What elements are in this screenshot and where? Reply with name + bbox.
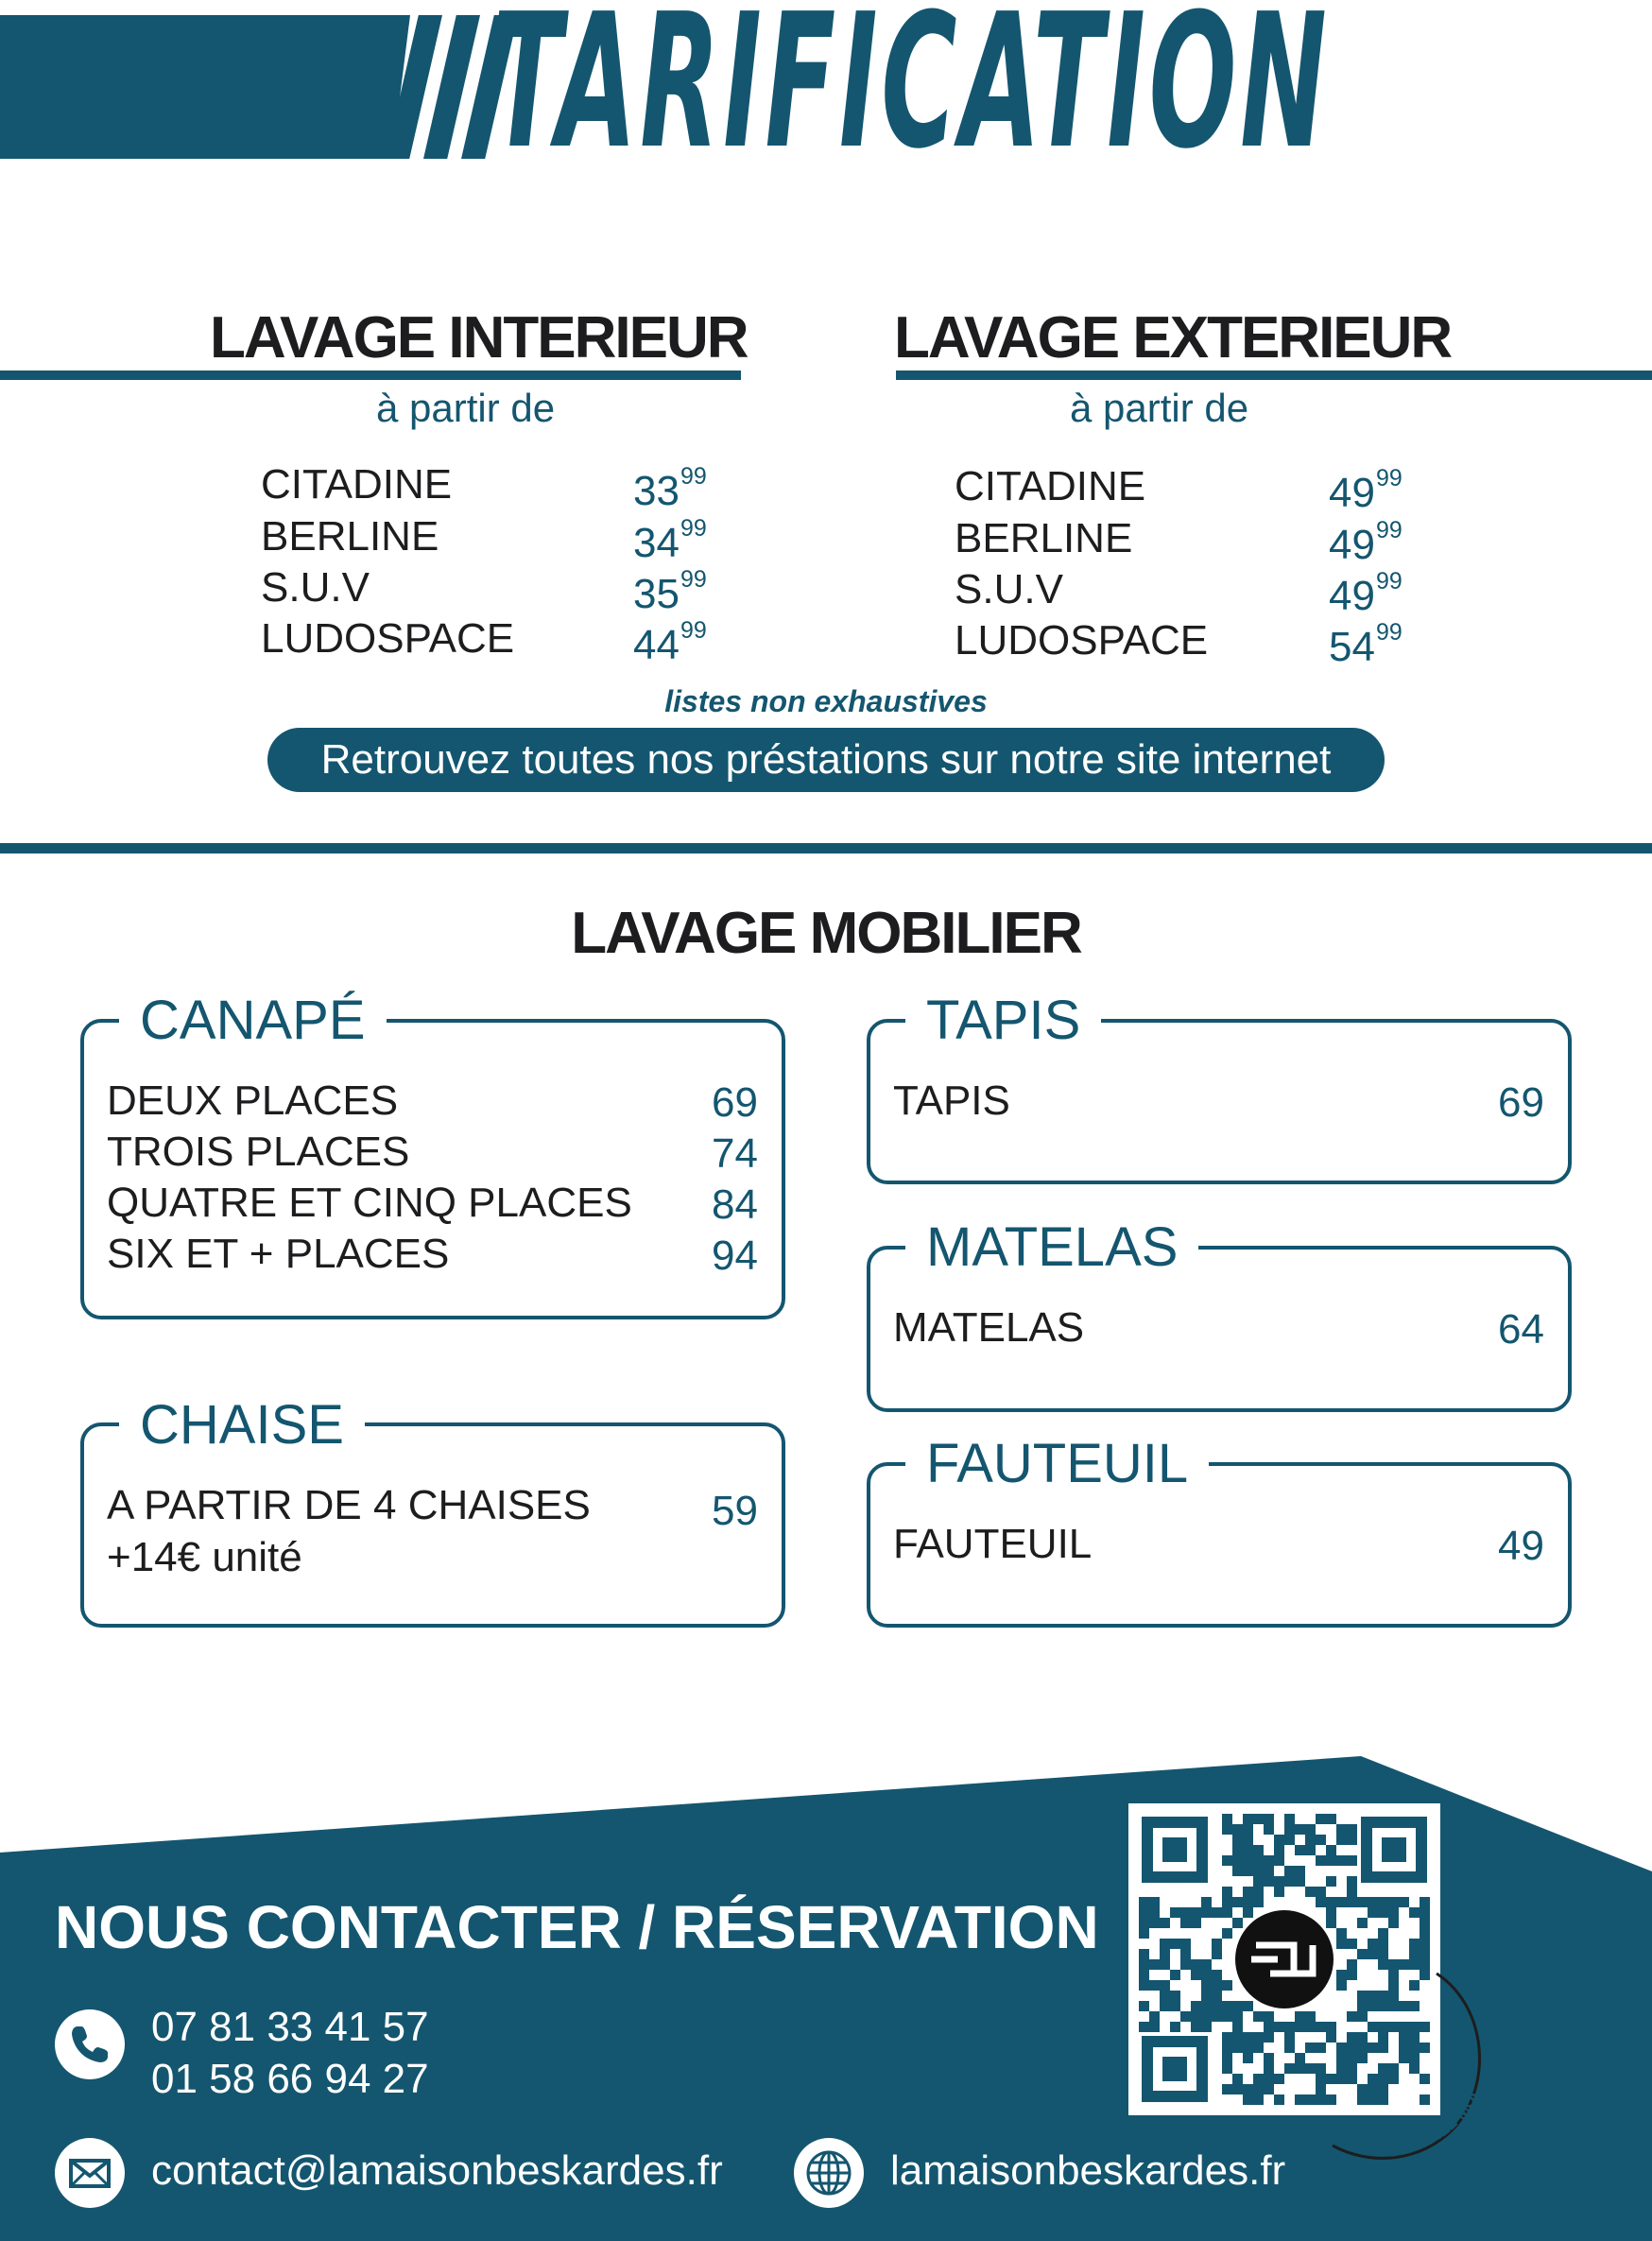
chaise-title: CHAISE <box>119 1397 365 1454</box>
list-note: listes non exhaustives <box>664 684 988 718</box>
exterior-row-price: $54^{99}$ <box>1329 619 1402 670</box>
mobilier-title: LAVAGE MOBILIER <box>571 901 1081 966</box>
scan-me-badge <box>1295 1947 1503 2174</box>
exterior-row-label: LUDOSPACE <box>955 617 1209 664</box>
interior-row-label: BERLINE <box>261 513 439 560</box>
canape-row-label: QUATRE ET CINQ PLACES <box>107 1180 632 1226</box>
exterior-row-label: BERLINE <box>955 515 1133 561</box>
canape-row-label: DEUX PLACES <box>107 1077 399 1124</box>
email-link[interactable]: contact@lamaisonbeskardes.fr <box>151 2147 723 2194</box>
interior-row-label: LUDOSPACE <box>261 615 515 662</box>
globe-icon <box>794 2138 864 2208</box>
chaise-extra: +14€ unité <box>107 1534 302 1580</box>
scan-me-label: SCANNEZ-MOI <box>1386 2088 1482 2162</box>
interior-row-price: $33^{99}$ <box>633 463 707 514</box>
canape-row-label: SIX ET + PLACES <box>107 1231 450 1277</box>
exterior-row-label: CITADINE <box>955 463 1146 509</box>
fauteuil-label: FAUTEUIL <box>893 1521 1093 1567</box>
exterior-title: LAVAGE EXTERIEUR <box>894 305 1452 371</box>
tapis-title: TAPIS <box>905 992 1101 1049</box>
chaise-price: 59 <box>712 1488 758 1534</box>
phone-number-2[interactable]: 01 58 66 94 27 <box>151 2056 429 2102</box>
matelas-title: MATELAS <box>905 1219 1198 1276</box>
interior-row-label: CITADINE <box>261 461 453 508</box>
canape-row-price: 74 <box>712 1130 758 1177</box>
phone-number-1[interactable]: 07 81 33 41 57 <box>151 2004 429 2050</box>
website-banner: Retrouvez toutes nos préstations sur notre site internet <box>267 728 1385 792</box>
exterior-row-price: $49^{99}$ <box>1329 465 1402 516</box>
tapis-label: TAPIS <box>893 1077 1010 1124</box>
svg-text:SCANNEZ-MOI <box>1386 2089 1481 2161</box>
exterior-subtitle: à partir de <box>1070 386 1249 430</box>
canape-row-label: TROIS PLACES <box>107 1129 410 1175</box>
canape-row-price: 94 <box>712 1233 758 1279</box>
chaise-label: A PARTIR DE 4 CHAISES <box>107 1482 591 1528</box>
email-icon <box>55 2138 125 2208</box>
fauteuil-title: FAUTEUIL <box>905 1436 1209 1492</box>
phone-icon <box>55 2009 125 2079</box>
exterior-row-price: $49^{99}$ <box>1329 568 1402 619</box>
website-link[interactable]: lamaisonbeskardes.fr <box>890 2147 1286 2194</box>
interior-subtitle: à partir de <box>376 386 556 430</box>
interior-row-price: $35^{99}$ <box>633 566 707 617</box>
page-title: TARIFICATION <box>491 0 1331 190</box>
matelas-price: 64 <box>1498 1306 1544 1353</box>
interior-row-label: S.U.V <box>261 564 370 611</box>
matelas-label: MATELAS <box>893 1304 1085 1351</box>
fauteuil-price: 49 <box>1498 1523 1544 1569</box>
tapis-price: 69 <box>1498 1079 1544 1126</box>
canape-row-price: 84 <box>712 1181 758 1228</box>
interior-title: LAVAGE INTERIEUR <box>210 305 748 371</box>
interior-row-price: $34^{99}$ <box>633 515 707 566</box>
exterior-row-price: $49^{99}$ <box>1329 517 1402 568</box>
interior-row-price: $44^{99}$ <box>633 617 707 668</box>
contact-title: NOUS CONTACTER / RÉSERVATION <box>55 1893 1099 1961</box>
exterior-row-label: S.U.V <box>955 566 1063 612</box>
canape-title: CANAPÉ <box>119 992 387 1049</box>
canape-row-price: 69 <box>712 1079 758 1126</box>
